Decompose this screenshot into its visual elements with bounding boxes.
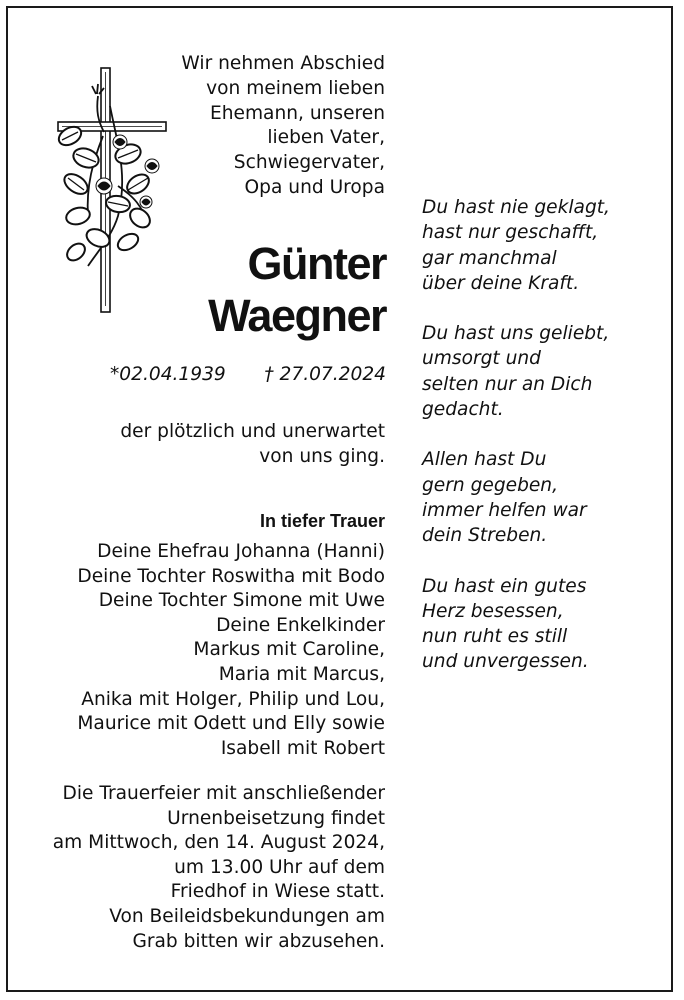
poem-line: nun ruht es still: [422, 626, 568, 648]
poem-line: Du hast ein gutes: [422, 575, 587, 597]
family-line: Deine Ehefrau Johanna (Hanni): [97, 541, 385, 562]
deceased-name: [160, 238, 386, 342]
intro-line: lieben Vater,: [267, 127, 385, 149]
first-name: Günter: [247, 238, 386, 289]
poem: [422, 195, 667, 700]
poem-line: Du hast nie geklagt,: [422, 197, 610, 218]
intro-line: Ehemann, unseren: [209, 102, 385, 124]
passing-line: von uns ging.: [259, 445, 385, 467]
family-line: Maria mit Marcus,: [218, 663, 385, 685]
poem-line: Du hast uns geliebt,: [422, 323, 610, 345]
poem-stanza: [422, 447, 667, 548]
intro-text: [160, 52, 385, 201]
service-line: Urnenbeisetzung findet: [167, 807, 385, 829]
service-line: Grab bitten wir abzusehen.: [132, 930, 385, 952]
poem-line: und unvergessen.: [422, 651, 589, 673]
cross-with-roses-icon: [48, 66, 173, 316]
life-dates: [110, 364, 386, 385]
service-line: Die Trauerfeier mit anschließender: [62, 783, 385, 804]
family-line: Deine Tochter Simone mit Uwe: [98, 590, 385, 612]
service-line: Von Beileidsbekundungen am: [109, 905, 385, 927]
service-line: um 13.00 Uhr auf dem: [174, 856, 385, 878]
birth-date: *02.04.1939: [110, 364, 226, 385]
service-line: Friedhof in Wiese statt.: [170, 881, 385, 903]
poem-line: immer helfen war: [422, 499, 587, 521]
intro-line: Schwiegervater,: [233, 152, 385, 174]
poem-line: gern gegeben,: [422, 474, 559, 496]
poem-stanza: [422, 321, 667, 422]
family-line: Anika mit Holger, Philip und Lou,: [81, 688, 385, 710]
family-line: Deine Enkelkinder: [216, 614, 385, 636]
poem-line: umsorgt und: [422, 348, 541, 370]
intro-line: Opa und Uropa: [244, 176, 385, 198]
service-info: [40, 782, 385, 954]
poem-stanza: [422, 195, 667, 296]
intro-line: Wir nehmen Abschied: [181, 53, 385, 74]
death-date: † 27.07.2024: [264, 364, 386, 385]
mourning-heading: In tiefer Trauer: [259, 511, 385, 531]
passing-line: der plötzlich und unerwartet: [120, 421, 385, 442]
family-line: Maurice mit Odett und Elly sowie: [77, 713, 385, 735]
poem-line: gedacht.: [422, 399, 504, 421]
poem-line: gar manchmal: [422, 247, 557, 269]
family-line: Isabell mit Robert: [220, 737, 385, 759]
poem-stanza: [422, 574, 667, 675]
passing-text: [100, 420, 385, 469]
poem-line: Herz besessen,: [422, 600, 564, 622]
family-list: [40, 540, 385, 761]
poem-line: selten nur an Dich: [422, 373, 593, 395]
poem-line: hast nur geschafft,: [422, 222, 599, 244]
service-line: am Mittwoch, den 14. August 2024,: [52, 832, 385, 854]
family-line: Deine Tochter Roswitha mit Bodo: [77, 565, 385, 587]
poem-line: über deine Kraft.: [422, 272, 580, 294]
poem-line: dein Streben.: [422, 525, 548, 547]
family-line: Markus mit Caroline,: [193, 639, 385, 661]
last-name: Waegner: [208, 290, 386, 341]
poem-line: Allen hast Du: [422, 449, 547, 471]
intro-line: von meinem lieben: [206, 77, 385, 99]
